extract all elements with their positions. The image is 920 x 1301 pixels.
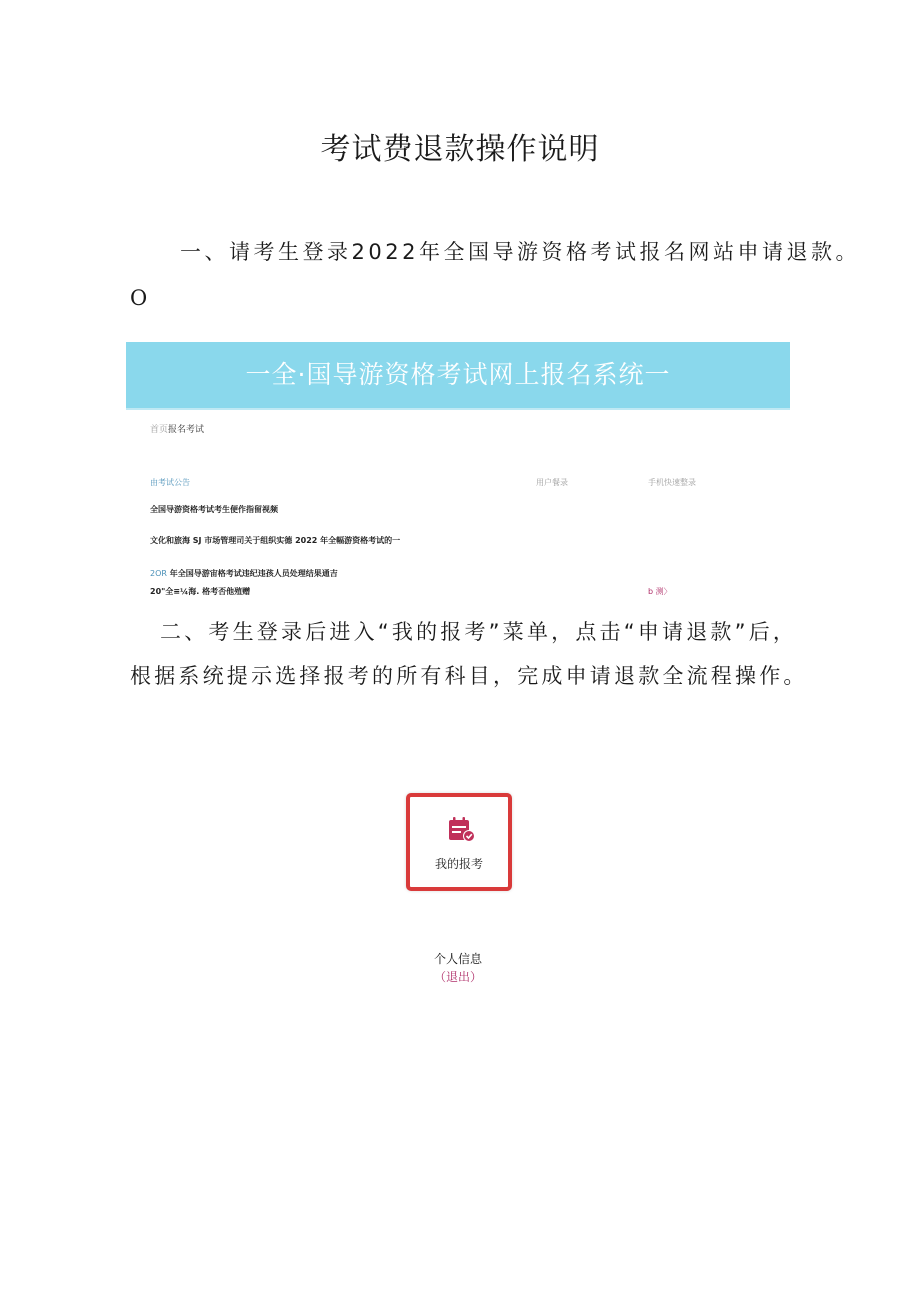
news-year: 2OR — [150, 569, 167, 578]
paragraph-2: 二、考生登录后进入“我的报考”菜单，点击“申请退款”后，根据系统提示选择报考的所有科目，完成申请退款全流程操作。 — [130, 620, 808, 688]
breadcrumb-home[interactable]: 首页 — [150, 425, 169, 435]
news-item[interactable] — [150, 568, 338, 579]
calendar-check-icon — [447, 815, 477, 849]
more-link[interactable]: b 测〉 — [648, 587, 672, 596]
tab-user-login[interactable]: 用户餐录 — [536, 478, 568, 487]
news-item[interactable]: 20"全≡¼海. 格考否他殖赠 — [150, 587, 251, 596]
my-registration-card[interactable] — [406, 793, 512, 891]
document-title: 考试费退款操作说明 — [320, 132, 600, 167]
embedded-screenshot — [126, 342, 790, 612]
personal-info-link[interactable]: 个人信息 — [433, 952, 482, 966]
breadcrumb — [150, 422, 204, 435]
paragraph-1: 一、请考生登录2022年全国导游资格考试报名网站申请退款。 — [180, 240, 860, 264]
logout-link[interactable]: （退出） — [433, 970, 482, 984]
tab-exam-notice[interactable]: 由考试公告 — [150, 478, 190, 487]
system-banner: 一全·国导游资格考试网上报名系统一 — [126, 342, 790, 410]
stray-mark: O — [130, 286, 148, 310]
news-item[interactable]: 全国导游资格考试考生便作指留视频 — [150, 505, 278, 514]
news-item[interactable]: 文化和旅海 SJ 市场管理司关于组织实德 2022 年全幅游资格考试的一 — [150, 536, 401, 545]
card-label: 我的报考 — [434, 857, 483, 871]
tab-mobile-login[interactable]: 手机快速整录 — [648, 478, 696, 487]
breadcrumb-current[interactable]: 报名考试 — [168, 425, 205, 435]
news-text: 年全国导游宙格考试违纪违孩人员处理结果通吉 — [166, 569, 338, 578]
